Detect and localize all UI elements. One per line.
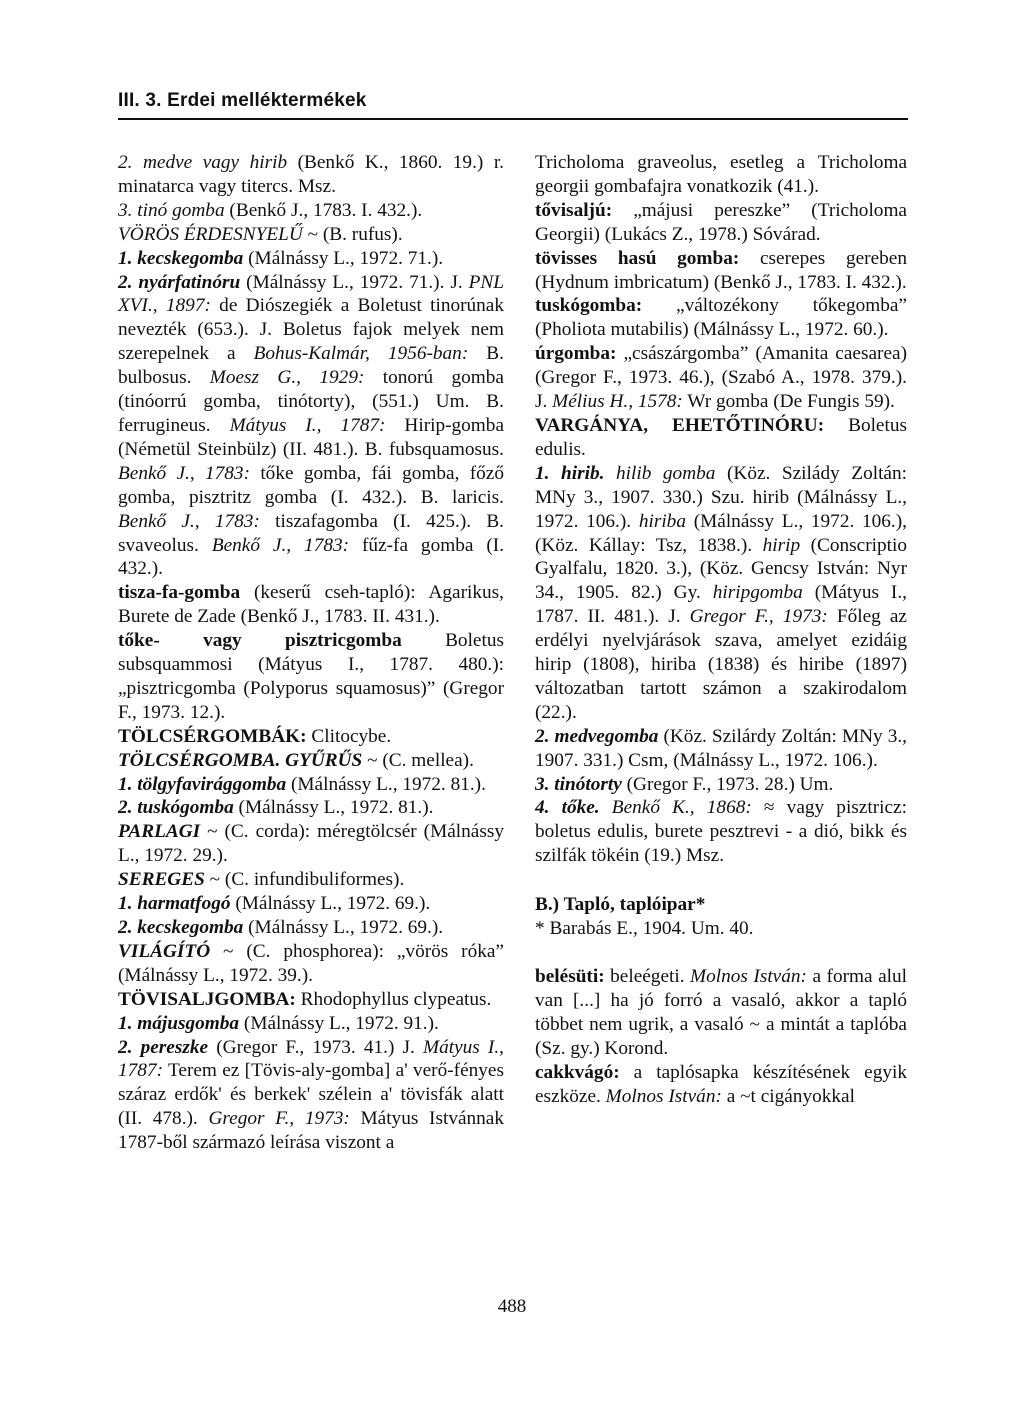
entry: cakkvágó: a taplósapka készítésének egyik eszköze. Molnos István: a ~t cigányokkal — [535, 1061, 907, 1107]
entry: Tricholoma graveolus, esetleg a Tricholoma georgii gombafajra vonatkozik (41.). — [535, 152, 907, 197]
section-spacer — [535, 941, 907, 965]
entry: 3. tinó gomba (Benkő J., 1783. I. 432.). — [118, 199, 423, 221]
entry: SEREGES ~ (C. infundibuliformes). — [118, 869, 405, 891]
section-heading: B.) Tapló, taplóipar* — [535, 894, 706, 916]
entry: TÖVISALJGOMBA: Rhodophyllus clypeatus. — [118, 988, 492, 1010]
entry: TÖLCSÉRGOMBÁK: Clitocybe. — [118, 725, 392, 747]
entry: tőke- vagy pisztricgomba Boletus subsquammosi (Mátyus I., 1787. 480.): „pisztricgomba (Polyporus squamosus)” (Gregor F., 1973. 12.). — [118, 630, 504, 723]
entry: 1. májusgomba (Málnássy L., 1972. 91.). — [118, 1012, 439, 1034]
entry: 1. kecskegomba (Málnássy L., 1972. 71.). — [118, 247, 444, 269]
left-column — [118, 151, 504, 1155]
entry: 1. tölgyfavirággomba (Málnássy L., 1972. 81.). — [118, 773, 486, 795]
entry: belésüti: beleégeti. Molnos István: a forma alul van [...] ha jó forró a vasaló, akkor a tapló többet nem ugrik, a vasaló ~ a mintát a taplóba (Sz. gy.) Korond. — [535, 966, 907, 1059]
entry: 2. kecskegomba (Málnássy L., 1972. 69.). — [118, 917, 444, 938]
entry: 1. harmatfogó (Málnássy L., 1972. 69.). — [118, 893, 431, 915]
entry: TÖLCSÉRGOMBA. GYŰRŰS ~ (C. mellea). — [118, 749, 474, 771]
entry: PARLAGI ~ (C. corda): méregtölcsér (Málnássy L., 1972. 29.). — [118, 821, 504, 867]
entry: 3. tinótorty (Gregor F., 1973. 28.) Um. — [535, 773, 834, 795]
entry: 1. hirib. hilib gomba (Köz. Sziládу Zoltán: MNy 3., 1907. 330.) Szu. hirib (Málnássy L., 1972. 106.). hiriba (Málnássy L., 1972. 106.), (Köz. Kállay: Tsz, 1838.). hirip (Conscriptio Gyalfalu, 1820. 3.), (Köz. Gencsy István: Nyr 34., 1905. 82.) Gy. hiripgomba (Mátyus I., 1787. II. 481.). J. Gregor F., 1973: Főleg az erdélyi nyelvjárások szava, amelyet ezidáig hirip (1808), hiriba (1838) és hiribe (1897) változatban tartott számon a szakirodalom (22.). — [535, 462, 907, 723]
entry: 4. tőke. Benkő K., 1868: ≈ vagy pisztricz: boletus edulis, burete pesztrevi - a dió, bikk és szilfák tökéin (19.) Msz. — [535, 797, 907, 867]
page-number: 488 — [497, 1296, 527, 1317]
entry: VILÁGÍTÓ ~ (C. phosphorea): „vörös róka” (Málnássy L., 1972. 39.). — [118, 940, 504, 986]
entry: tövisses hasú gomba: cserepes gereben (Hydnum imbricatum) (Benkő J., 1783. I. 432.). — [535, 247, 907, 293]
entry: tővisaljú: „májusi pereszke” (Tricholoma Georgii) (Lukács Z., 1978.) Sóvárad. — [535, 199, 907, 245]
entry: tisza-fa-gomba (keserű cseh-tapló): Agarikus, Burete de Zade (Benkő J., 1783. II. 431.). — [118, 582, 504, 628]
entry: 2. tuskógomba (Málnássy L., 1972. 81.). — [118, 797, 434, 819]
entry: VÖRÖS ÉRDESNYELŰ ~ (B. rufus). — [118, 223, 403, 245]
entry: VARGÁNYA, EHETŐTINÓRU: Boletus edulis. — [535, 414, 907, 460]
right-column — [535, 151, 907, 1108]
entry: 2. medvegomba (Köz. Szilárdy Zoltán: MNy 3., 1907. 331.) Csm, (Málnássy L., 1972. 106.). — [535, 725, 908, 771]
header-rule — [118, 118, 908, 120]
entry: tuskógomba: „változékony tőkegomba” (Pholiota mutabilis) (Málnássy L., 1972. 60.). — [535, 295, 907, 341]
running-header: III. 3. Erdei melléktermékek — [118, 90, 367, 111]
entry: úrgomba: „császárgomba” (Amanita caesarea) (Gregor F., 1973. 46.), (Szabó A., 1978. 379.). J. Mélius H., 1578: Wr gomba (De Fungis 59). — [535, 343, 907, 413]
footnote: * Barabás E., 1904. Um. 40. — [535, 918, 754, 940]
section-spacer — [535, 868, 907, 893]
entry: 2. medve vagy hirib (Benkő K., 1860. 19.) r. minatarca vagy titercs. Msz. — [118, 152, 504, 197]
entry: 2. pereszke (Gregor F., 1973. 41.) J. Mátyus I., 1787: Terem ez [Tövis-aly-gomba] a' verő-fényes száraz erdők' és berkek' szélein a' tövisfák alatt (II. 478.). Gregor F., 1973: Mátyus Istvánnak 1787-ből származó leírása viszont a — [118, 1036, 504, 1154]
entry: 2. nyárfatinóru (Málnássy L., 1972. 71.). J. PNL XVI., 1897: de Diószegiék a Boletust tinorúnak nevezték (653.). J. Boletus fajok melyek nem szerepelnek a Bohus-Kalmár, 1956-ban: B. bulbosus. Moesz G., 1929: tonorú gomba (tinóorrú gomba, tinótorty), (551.) Um. B. ferrugineus. Mátyus I., 1787: Hirip-gomba (Németül Steinbülz) (II. 481.). B. fubsquamosus. Benkő J., 1783: tőke gomba, fái gomba, főző gomba, pisztritz gomba (I. 432.). B. laricis. Benkő J., 1783: tiszafagomba (I. 425.). B. svaveolus. Benkő J., 1783: fűz-fa gomba (I. 432.). — [118, 271, 505, 580]
